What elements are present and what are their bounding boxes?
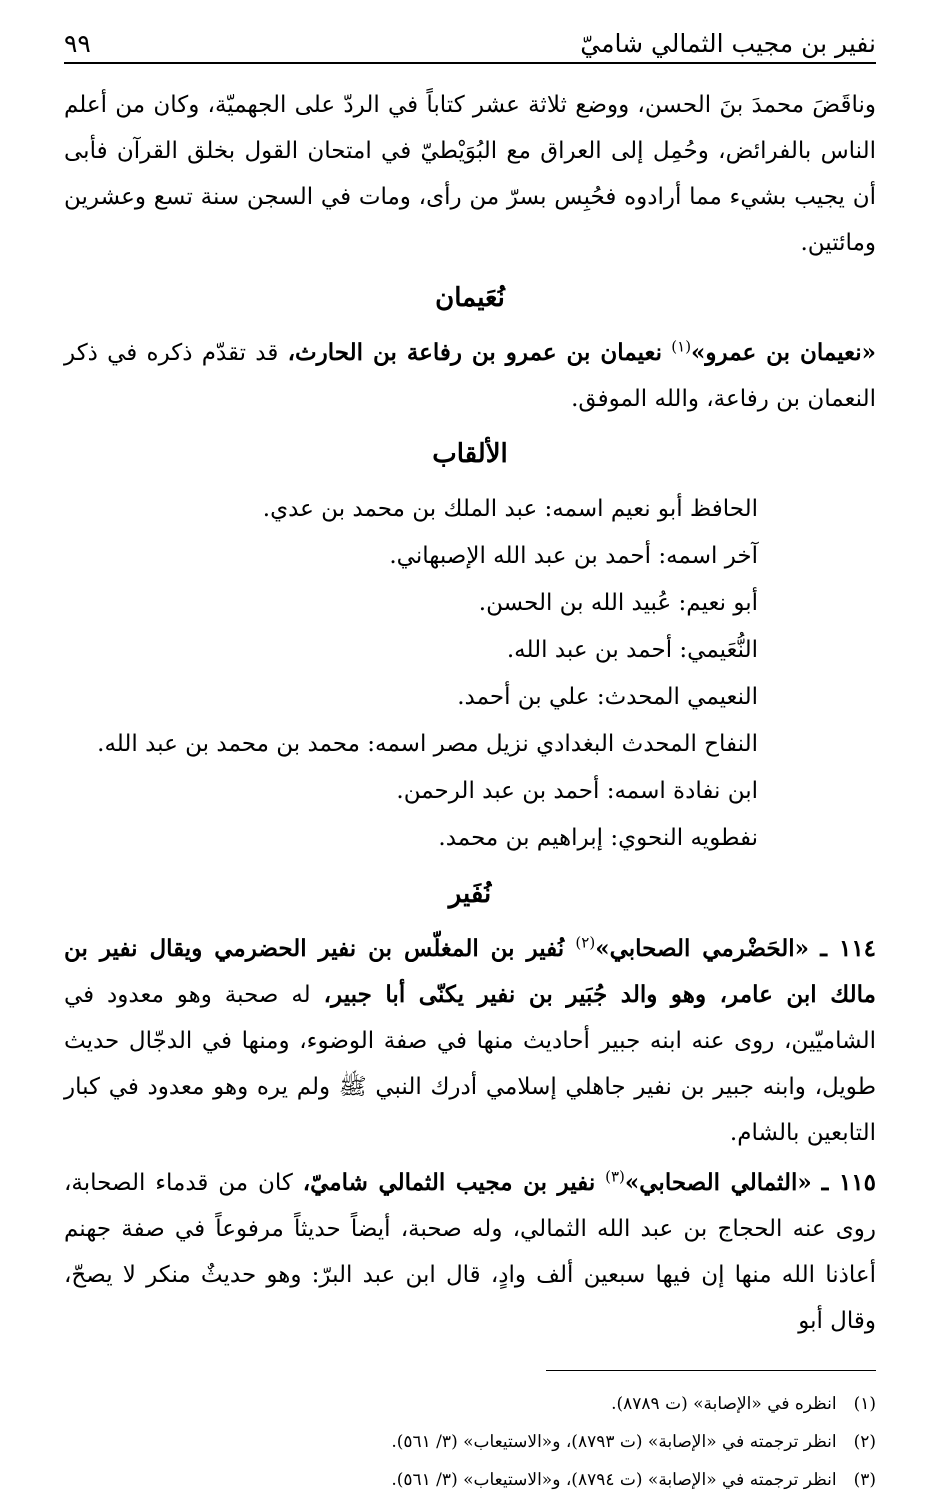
footnote-number: (١) — [853, 1394, 876, 1414]
entry-115 — [64, 1160, 876, 1344]
entry-text: له صحبة وهو معدود في الشاميّين، روى عنه ابنه جبير أحاديث منها في صفة الوضوء، ومنها في الدجّال حديث طويل، وابنه جبير بن نفير جاهلي إسلامي أدرك النبي ﷺ ولم يره وهو معدود في كبار التابعين بالشام. — [64, 982, 876, 1146]
list-item: الحافظ أبو نعيم اسمه: عبد الملك بن محمد بن عدي. — [262, 496, 758, 522]
entry-text: قد تقدّم ذكره في ذكر النعمان بن رفاعة، والله الموفق. — [64, 340, 876, 412]
footnote-number: (٢) — [853, 1432, 876, 1452]
section-heading-alqab: الألقاب — [432, 439, 508, 469]
entry-text: كان من قدماء الصحابة، روى عنه الحجاج بن عبد الله الثمالي، وله صحبة، أيضاً حديثاً مرفوعاً في صفة جهنم أعاذنا الله منها إن فيها سبعين ألف وادٍ، قال ابن عبد البرّ: وهو حديثٌ منكر لا يصحّ، وقال أبو — [64, 1170, 876, 1334]
entry-number: ١١٤ ـ — [820, 935, 877, 962]
intro-paragraph: وناقَضَ محمدَ بنَ الحسن، ووضع ثلاثة عشر كتاباً في الردّ على الجهميّة، وكان من أعلم الناس بالفرائض، وحُمِل إلى العراق مع البُوَيْطيّ في امتحان القول بخلق القرآن فأبى أن يجيب بشيء مما أرادوه فحُبِس بسرّ من رأى، ومات في السجن سنة تسع وعشرين ومائتين. — [64, 92, 876, 256]
footnote — [64, 1385, 876, 1423]
list-item: النُّعَيمي: أحمد بن عبد الله. — [506, 637, 758, 663]
footnote-ref: (٢) — [575, 933, 596, 952]
section-heading-nufair: نُفَير — [448, 879, 492, 909]
list-item: ابن نفادة اسمه: أحمد بن عبد الرحمن. — [396, 778, 758, 804]
footnote — [64, 1423, 876, 1461]
entry-title: «الثمالي الصحابي» — [624, 1169, 812, 1196]
footnote — [64, 1461, 876, 1499]
alqab-list — [64, 486, 876, 862]
footnote-text: انظر ترجمته في «الإصابة» (ت ٨٧٩٣)، و«الاستيعاب» (٣/ ٥٦١). — [391, 1432, 837, 1452]
entry-number: ١١٥ ـ — [821, 1169, 877, 1196]
page-number: ٩٩ — [64, 29, 91, 58]
entry-title: «نعيمان بن عمرو» — [691, 339, 877, 366]
list-item: أبو نعيم: عُبيد الله بن الحسن. — [478, 590, 758, 616]
footnote-ref: (١) — [671, 337, 692, 356]
list-item: نفطويه النحوي: إبراهيم بن محمد. — [438, 825, 758, 851]
list-item: النفاح المحدث البغدادي نزيل مصر اسمه: محمد بن محمد بن عبد الله. — [97, 731, 758, 757]
list-item: آخر اسمه: أحمد بن عبد الله الإصبهاني. — [389, 543, 758, 569]
footnote-separator — [546, 1370, 876, 1371]
list-item: النعيمي المحدث: علي بن أحمد. — [457, 684, 758, 710]
entry-name: نفير بن مجيب الثمالي شاميّ، — [302, 1169, 596, 1196]
entry-114 — [64, 926, 876, 1156]
footnote-text: انظر ترجمته في «الإصابة» (ت ٨٧٩٤)، و«الاستيعاب» (٣/ ٥٦١). — [391, 1470, 837, 1490]
footnote-ref: (٣) — [605, 1167, 625, 1186]
footnote-text: انظره في «الإصابة» (ت ٨٧٨٩). — [611, 1394, 837, 1414]
entry-title: «الحَضْرمي الصحابي» — [595, 935, 810, 962]
header-rule — [64, 62, 876, 64]
running-title: نفير بن مجيب الثمالي شاميّ — [580, 29, 876, 58]
footnotes — [64, 1385, 876, 1499]
footnote-number: (٣) — [853, 1470, 876, 1490]
running-header — [64, 0, 876, 62]
entry-name: نُفير بن المغلّس بن نفير الحضرمي ويقال نفير بن مالك ابن عامر، وهو والد جُبَير بن نفير يكنّى أبا جبير، — [64, 935, 877, 1008]
entry-name: نعيمان بن عمرو بن رفاعة بن الحارث، — [287, 339, 663, 366]
section-heading-nuaiman: نُعَيمان — [435, 283, 505, 313]
nuaiman-entry — [64, 330, 876, 422]
